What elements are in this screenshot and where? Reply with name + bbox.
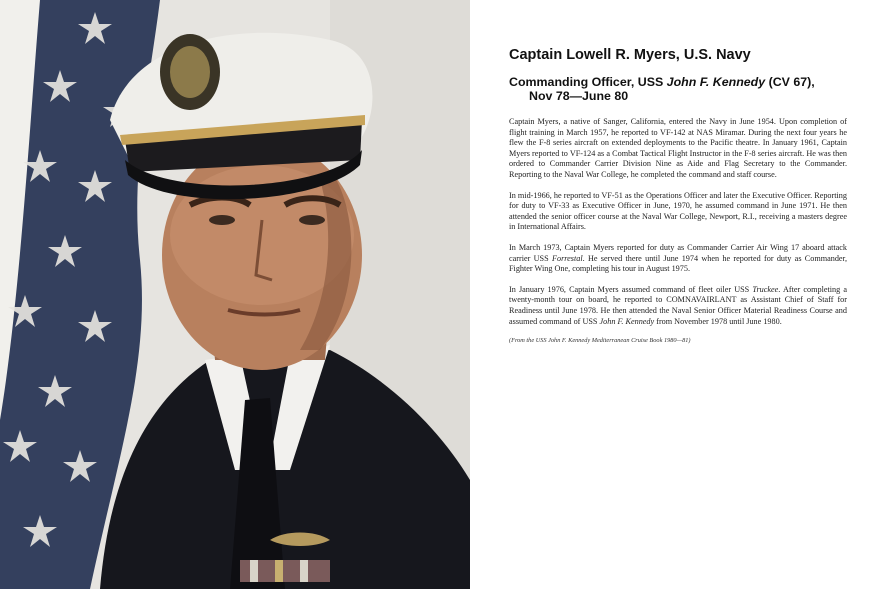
bio-p4-part1: In January 1976, Captain Myers assumed command of fleet oiler USS [509, 284, 753, 294]
bio-p3-part2: . He served there until June 1974 when he reported for duty as Commander, Fighter Wing One, completing his tour in August 1975. [509, 253, 847, 274]
bio-p4-part3: from November 1978 until June 1980. [654, 316, 782, 326]
bio-p3-part1: In March 1973, Captain Myers reported for duty as Commander Carrier Air Wing 17 aboard attack carrier USS [509, 242, 847, 263]
subtitle-prefix: Commanding Officer, USS [509, 75, 667, 89]
source-citation: (From the USS John F. Kennedy Mediterranean Cruise Book 1980—81) [509, 337, 691, 345]
bio-paragraph-3 [509, 243, 847, 275]
subtitle-dates: Nov 78—June 80 [529, 89, 629, 103]
subtitle-suffix: (CV 67), [765, 75, 815, 89]
page-title: Captain Lowell R. Myers, U.S. Navy [509, 47, 751, 63]
bio-p3-ship: Forrestal [551, 253, 583, 263]
biography-column [509, 47, 847, 344]
subtitle-ship-name: John F. Kennedy [666, 75, 766, 89]
bio-p4-ship1: Truckee [752, 284, 779, 294]
bio-paragraph-4 [509, 285, 847, 327]
bio-p4-ship2: John F. Kennedy [599, 316, 655, 326]
bio-p4-part2: . After completing a twenty-month tour on board, he reported to COMNAVAIRLANT as Assistant Chief of Staff for Readiness until June 1978. He then attended the Naval Senior Officer Material Readiness Course and assumed command of USS [509, 284, 847, 326]
page-subtitle [509, 75, 847, 103]
bio-paragraph-2: In mid-1966, he reported to VF-51 as the Operations Officer and later the Executive Officer. Reporting for duty to VF-33 as Executive Officer in June, 1970, he assumed command in June 1971. He then attended the senior officer course at the Naval War College, Newport, R.I., receiving a masters degree in International Affairs. [509, 190, 847, 232]
bio-paragraph-1: Captain Myers, a native of Sanger, California, entered the Navy in June 1954. Upon completion of flight training in March 1957, he reported to VF-142 at NAS Miramar. During the next four years he flew the F-8 series aircraft on extended deployments to the Pacific theatre. In January 1961, Captain Myers reported to VF-124 as a Combat Tactical Flight Instructor in the F-8 series aircraft. He was then ordered to Commander Carrier Division Nine as Aide and Flag Secretary to the Commander. Reporting to the Naval War College, he completed the command and staff course. [509, 117, 847, 179]
